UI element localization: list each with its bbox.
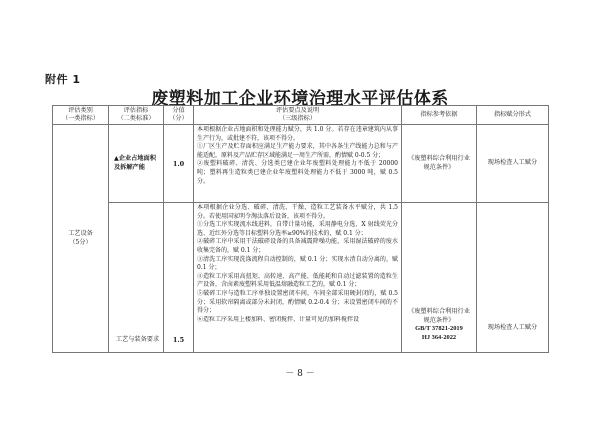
header-form: 指标赋分形式 [477, 106, 549, 125]
header-indicator: 评估指标 （二类标准） [109, 106, 164, 125]
indicator-cell: 工艺与装备要求 [109, 203, 164, 353]
standard-code: GB/T 37821-2019 [415, 325, 463, 332]
page-title: 废塑料加工企业环境治理水平评估体系 [151, 89, 449, 109]
category-score: （5分） [69, 238, 92, 246]
header-score: 分值 （分） [164, 106, 194, 125]
category-name: 工艺设备 [68, 230, 93, 237]
score-cell: 1.0 [164, 125, 194, 203]
reference-cell: 《废塑料综合利用行业规范条件》 [402, 125, 477, 203]
header-reference: 指标参考依据 [402, 106, 477, 125]
description-cell: 本项根据企业占地面积和处理能力赋分，共 1.0 分。若存在违章建筑内从事生产行为，或批建不符，该项不得分。 ①厂区生产及贮存面积应满足生产能力要求，其中各条生产线能力总和与产能适配，原料及产品贮存区域能满足一周生产所需，酌情赋 0-0.5 分； ②废塑料破碎、清洗、分选类已建企业年废塑料处理能力不低于 20000 吨；塑料再生造粒类已建企业年废塑料处理能力不低于 3000 吨，赋 0.5 分。 [194, 125, 402, 203]
table-row [53, 125, 549, 203]
header-category: 评估类别 （一类指标） [53, 106, 109, 125]
category-cell [53, 125, 109, 353]
evaluation-table [52, 105, 549, 353]
header-description: 评估要点及说明 （三级指标） [194, 106, 402, 125]
indicator-cell: ▲企业占地面积及拆解产能 [109, 125, 164, 203]
form-cell: 现场检查人工赋分 [477, 125, 549, 203]
table-header-row [53, 106, 549, 125]
table-row [53, 203, 549, 353]
page-number: － 8 － [285, 369, 315, 379]
reference-cell: 《废塑料综合利用行业规范条件》 GB/T 37821-2019 HJ 364-2022 [402, 203, 477, 353]
score-cell: 1.5 [164, 203, 194, 353]
description-cell: 本项根据企业分选、破碎、清洗、干燥、造粒工艺装备水平赋分，共 1.5 分。若使用国家明令淘汰落后设备，该项不得分。 ①分选工序实现流水线进料，自带计量功能，采用静电分选、X 射线荧光分选、近红外分选等目标塑料分选率≥90%的技术的，赋 0.1 分； ②破碎工序中采用干法破碎设备的具备减震降噪功能，采用湿法破碎的废水收集完备的，赋 0.1 分； ③清洗工序实现洗涤流程自动控制的，赋 0.1 分；实现水渣自动分离的，赋 0.1 分； ④造粒工序采用高扭矩、高转速、高产能、低能耗和自动过滤装置的造粒生产设备，含卤素废塑料采用低温熔融造粒工艺的，赋 0.1 分； ⑤破碎工序与造粒工序单独设置密闭车间，车间全部采用硬封闭的，赋 0.5 分；采用软帘隔离或部分未封闭，酌情赋 0.2-0.4 分；未设置密闭车间的不得分； ⑥造粒工序采用上楼加料、密闭搅拌、计量可见的加料搅拌设 [194, 203, 402, 353]
attachment-label: 附件 1 [45, 73, 81, 86]
standard-code: HJ 364-2022 [421, 333, 457, 341]
form-cell: 现场检查人工赋分 [477, 203, 549, 353]
